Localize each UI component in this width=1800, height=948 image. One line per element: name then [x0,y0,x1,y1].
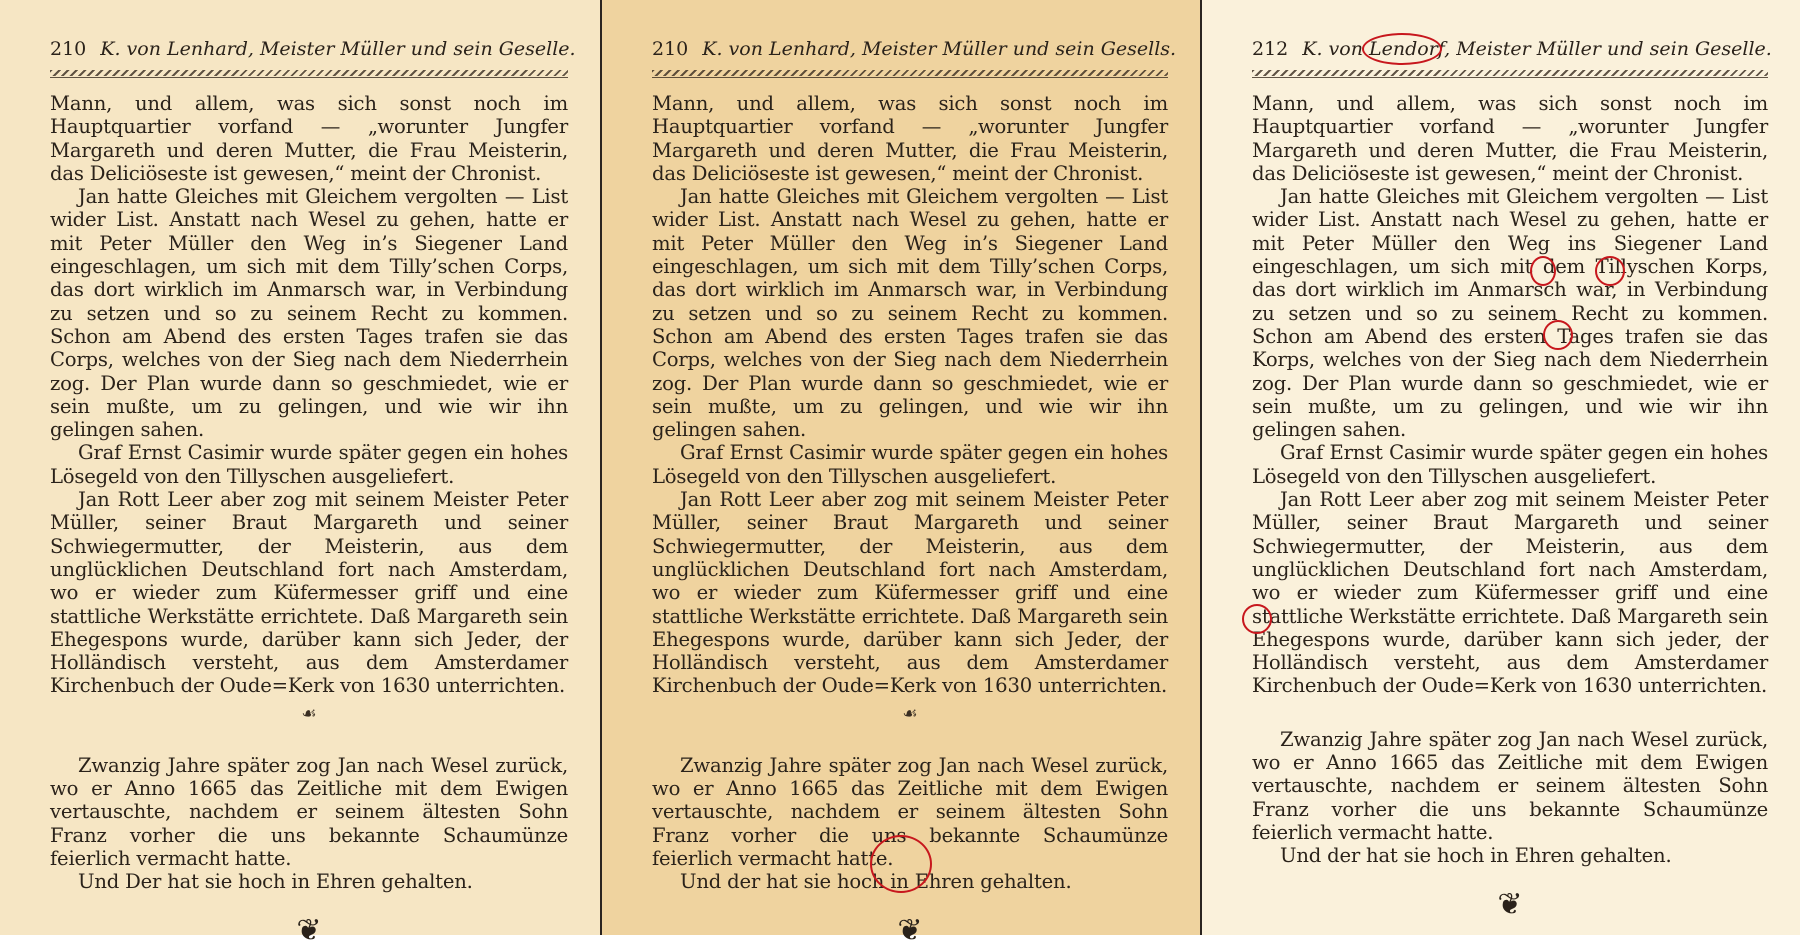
paragraph: Jan Rott Leer aber zog mit seinem Meister Peter Müller, seiner Braut Margareth und seiner Schwiegermutter, der Meisterin, aus dem unglücklichen Deutschland fort nach Amsterdam, wo er wieder zum Küfermesser griff und eine stattliche Werkstätte errichtete. Daß Margareth sein Ehegespons wurde, darüber kann sich jeder, der Holländisch versteht, aus dem Amsterdamer Kirchenbuch der Oude=Kerk von 1630 unterrichten. [1252,488,1768,698]
paragraph: Graf Ernst Casimir wurde später gegen ein hohes Lösegeld von den Tillyschen ausgeliefert. [50,441,568,488]
berry-ornament-icon: ❦ [1497,886,1523,922]
paragraph: Jan Rott Leer aber zog mit seinem Meister Peter Müller, seiner Braut Margareth und seiner Schwiegermutter, der Meisterin, aus dem unglücklichen Deutschland fort nach Amsterdam, wo er wieder zum Küfermesser griff und eine stattliche Werkstätte errichtete. Daß Margareth sein Ehegespons wurde, darüber kann sich Jeder, der Holländisch versteht, aus dem Amsterdamer Kirchenbuch der Oude=Kerk von 1630 unterrichten. [50,488,568,698]
header-rule [50,70,568,78]
running-header [50,38,576,62]
header-title: K. von Lenhard, Meister Müller und sein Gesells. [702,38,1177,60]
paragraph: Zwanzig Jahre später zog Jan nach Wesel zurück, wo er Anno 1665 das Zeitliche mit dem Ewigen vertauschte, nachdem er seinem ältesten Sohn Franz vorher die uns bekannte Schaumünze feierlich vermacht hatte. [652,753,1168,870]
running-header [1252,38,1772,62]
paragraph: Zwanzig Jahre später zog Jan nach Wesel zurück, wo er Anno 1665 das Zeitliche mit dem Ewigen vertauschte, nachdem er seinem ältesten Sohn Franz vorher die uns bekannte Schaumünze feierlich vermacht hatte. [1252,727,1768,844]
paragraph: Graf Ernst Casimir wurde später gegen ein hohes Lösegeld von den Tillyschen ausgeliefert. [652,441,1168,488]
header-title: K. von Lenhard, Meister Müller und sein Geselle. [100,38,576,60]
page-number: 210 [652,38,689,60]
paragraph: Und der hat sie hoch in Ehren gehalten. [680,870,1072,894]
paragraph: Und der hat sie hoch in Ehren gehalten. [1280,844,1672,868]
running-header [652,38,1177,62]
paragraph: Mann, und allem, was sich sonst noch im Hauptquartier vorfand — „worunter Jungfer Margareth und deren Mutter, die Frau Meisterin, das Deliciöseste ist gewesen,“ meint der Chronist. [652,92,1168,185]
header-title: K. von Lendorf, Meister Müller und sein Geselle. [1302,38,1772,60]
paragraph: Mann, und allem, was sich sonst noch im Hauptquartier vorfand — „worunter Jungfer Margareth und deren Mutter, die Frau Meisterin, das Deliciöseste ist gewesen,“ meint der Chronist. [1252,92,1768,185]
header-rule [1252,70,1768,78]
page-aged [600,0,1202,948]
paragraph: Mann, und allem, was sich sonst noch im Hauptquartier vorfand — „worunter Jungfer Margareth und deren Mutter, die Frau Meisterin, das Deliciöseste ist gewesen,“ meint der Chronist. [50,92,568,185]
paragraph: Zwanzig Jahre später zog Jan nach Wesel zurück, wo er Anno 1665 das Zeitliche mit dem Ewigen vertauschte, nachdem er seinem ältesten Sohn Franz vorher die uns bekannte Schaumünze feierlich vermacht hatte. [50,753,568,870]
paragraph: Jan hatte Gleiches mit Gleichem vergolten — List wider List. Anstatt nach Wesel zu gehen, hatte er mit Peter Müller den Weg in’s Siegener Land eingeschlagen, um sich mit dem Tilly’schen Corps, das dort wirklich im Anmarsch war, in Verbindung zu setzen und so zu seinem Recht zu kommen. Schon am Abend des ersten Tages trafen sie das Corps, welches von der Sieg nach dem Niederrhein zog. Der Plan wurde dann so geschmiedet, wie er sein mußte, um zu gelingen, und wie wir ihn gelingen sahen. [652,185,1168,442]
paragraph: Graf Ernst Casimir wurde später gegen ein hohes Lösegeld von den Tillyschen ausgeliefert. [1252,441,1768,488]
paragraph: Jan Rott Leer aber zog mit seinem Meister Peter Müller, seiner Braut Margareth und seiner Schwiegermutter, der Meisterin, aus dem unglücklichen Deutschland fort nach Amsterdam, wo er wieder zum Küfermesser griff und eine stattliche Werkstätte errichtete. Daß Margareth sein Ehegespons wurde, darüber kann sich Jeder, der Holländisch versteht, aus dem Amsterdamer Kirchenbuch der Oude=Kerk von 1630 unterrichten. [652,488,1168,698]
page-modified [1202,0,1800,935]
paragraph: Jan hatte Gleiches mit Gleichem vergolten — List wider List. Anstatt nach Wesel zu gehen, hatte er mit Peter Müller den Weg ins Siegener Land eingeschlagen, um sich mit dem Tillyschen Korps, das dort wirklich im Anmarsch war, in Verbindung zu setzen und so zu seinem Recht zu kommen. Schon am Abend des ersten Tages trafen sie das Korps, welches von der Sieg nach dem Niederrhein zog. Der Plan wurde dann so geschmiedet, wie er sein mußte, um zu gelingen, und wie wir ihn gelingen sahen. [1252,185,1768,442]
grape-ornament-icon: ❦ [296,912,322,948]
header-rule [652,70,1168,78]
section-separator: ☙ [902,703,918,724]
berry-ornament-icon: ❦ [897,912,923,948]
page-number: 212 [1252,38,1289,60]
paragraph: Jan hatte Gleiches mit Gleichem vergolten — List wider List. Anstatt nach Wesel zu gehen, hatte er mit Peter Müller den Weg in’s Siegener Land eingeschlagen, um sich mit dem Tilly’schen Corps, das dort wirklich im Anmarsch war, in Verbindung zu setzen und so zu seinem Recht zu kommen. Schon am Abend des ersten Tages trafen sie das Corps, welches von der Sieg nach dem Niederrhein zog. Der Plan wurde dann so geschmiedet, wie er sein mußte, um zu gelingen, und wie wir ihn gelingen sahen. [50,185,568,442]
section-separator: ☙ [301,703,317,724]
page-original [0,0,600,948]
paragraph: Und Der hat sie hoch in Ehren gehalten. [78,870,473,894]
page-number: 210 [50,38,87,60]
